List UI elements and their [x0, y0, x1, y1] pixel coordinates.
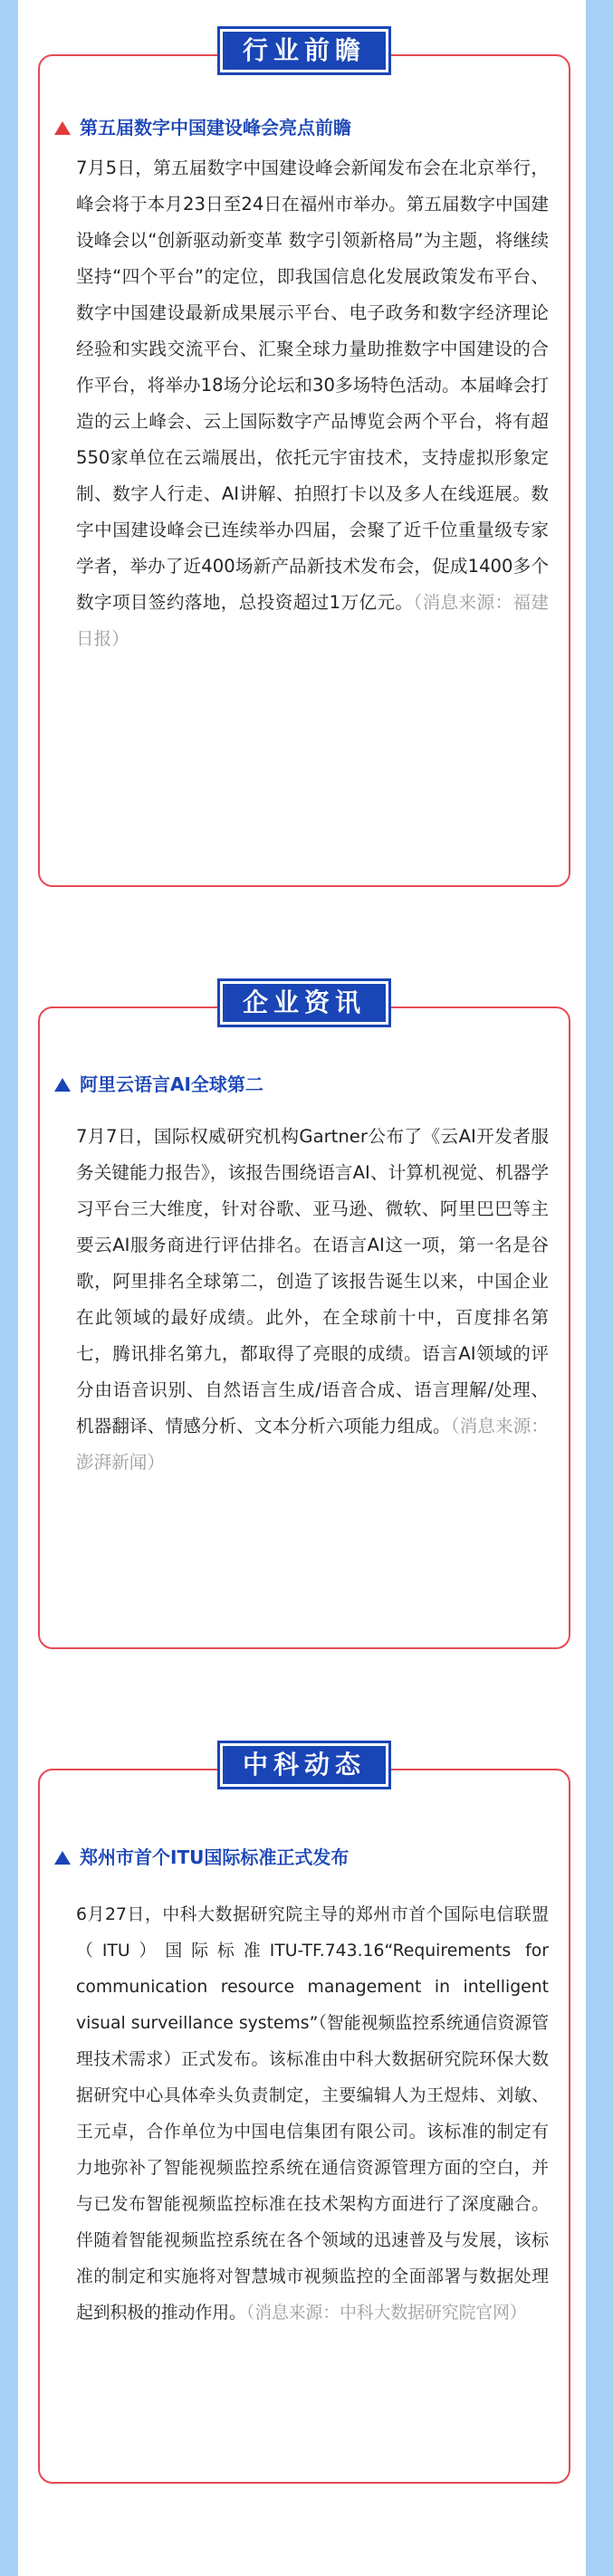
triangle-marker-icon — [54, 121, 71, 135]
article-sheet — [18, 0, 586, 2576]
headline-text: 第五届数字中国建设峰会亮点前瞻 — [80, 117, 351, 138]
triangle-marker-icon — [54, 1851, 71, 1865]
source-note: （消息来源：中科大数据研究院官网） — [245, 2304, 527, 2323]
source-note: （消息来源：福建日报） — [76, 592, 550, 649]
section-industry-outlook — [38, 35, 570, 887]
headline-text: 郑州市首个ITU国际标准正式发布 — [80, 1846, 350, 1868]
article-text: 7月5日，第五届数字中国建设峰会新闻发布会在北京举行，峰会将于本月23日至24日在福州市举办。第五届数字中国建设峰会以“创新驱动新变革 数字引领新格局”为主题，将继续坚持“四个平台”的定位，即我国信息化发展政策发布平台、数字中国建设最新成果展示平台、电子政务和数字经济理论经验和实践交流平台、汇聚全球力量助推数字中国建设的合作平台，将举办18场分论坛和30多场特色活动。本届峰会打造的云上峰会、云上国际数字产品博览会两个平台，将有超550家单位在云端展出，依托元宇宙技术，支持虚拟形象定制、数字人行走、AI讲解、拍照打卡以及多人在线逛展。数字中国建设峰会已连续举办四届，会聚了近千位重量级专家学者，举办了近400场新产品新技术发布会，促成1400多个数字项目签约落地，总投资超过1万亿元。 — [76, 157, 549, 613]
article-body — [76, 1897, 549, 2332]
source-note: （消息来源：澎湃新闻） — [76, 1416, 549, 1473]
headline-link[interactable] — [54, 1845, 554, 1870]
section-badge: 行业前瞻 — [220, 29, 388, 72]
article-body — [76, 1119, 549, 1481]
section-cas-updates — [38, 1750, 570, 2484]
headline-link[interactable] — [54, 1072, 554, 1097]
article-text: 6月27日，中科大数据研究院主导的郑州市首个国际电信联盟（ITU）国际标准ITU-TF.743.16“Requirements for communication resource management in intelligent visual surveillance systems”（智能视频监控系统通信资源管理技术需求）正式发布。该标准由中科大数据研究院环保大数据研究中心具体牵头负责制定，主要编辑人为王煜炜、刘敏、王元卓，合作单位为中国电信集团有限公司。该标准的制定有力地弥补了智能视频监控系统在通信资源管理方面的空白，并与已发布智能视频监控标准在技术架构方面进行了深度融合。伴随着智能视频监控系统在各个领域的迅速普及与发展，该标准的制定和实施将对智慧城市视频监控的全面部署与数据处理起到积极的推动作用。 — [76, 1905, 549, 2323]
triangle-marker-icon — [54, 1078, 71, 1092]
section-badge: 企业资讯 — [220, 981, 388, 1025]
headline-text: 阿里云语言AI全球第二 — [80, 1073, 263, 1095]
section-badge: 中科动态 — [220, 1743, 388, 1787]
section-company-news — [38, 987, 570, 1649]
article-text: 7月7日，国际权威研究机构Gartner公布了《云AI开发者服务关键能力报告》，该报告围绕语言AI、计算机视觉、机器学习平台三大维度，针对谷歌、亚马逊、微软、阿里巴巴等主要云AI服务商进行评估排名。在语言AI这一项，第一名是谷歌，阿里排名全球第二，创造了该报告诞生以来，中国企业在此领域的最好成绩。此外，在全球前十中，百度排名第七，腾讯排名第九，都取得了亮眼的成绩。语言AI领域的评分由语音识别、自然语言生成/语音合成、语言理解/处理、机器翻译、情感分析、文本分析六项能力组成。 — [76, 1126, 549, 1436]
headline-link[interactable] — [54, 115, 554, 140]
article-body — [76, 150, 549, 657]
